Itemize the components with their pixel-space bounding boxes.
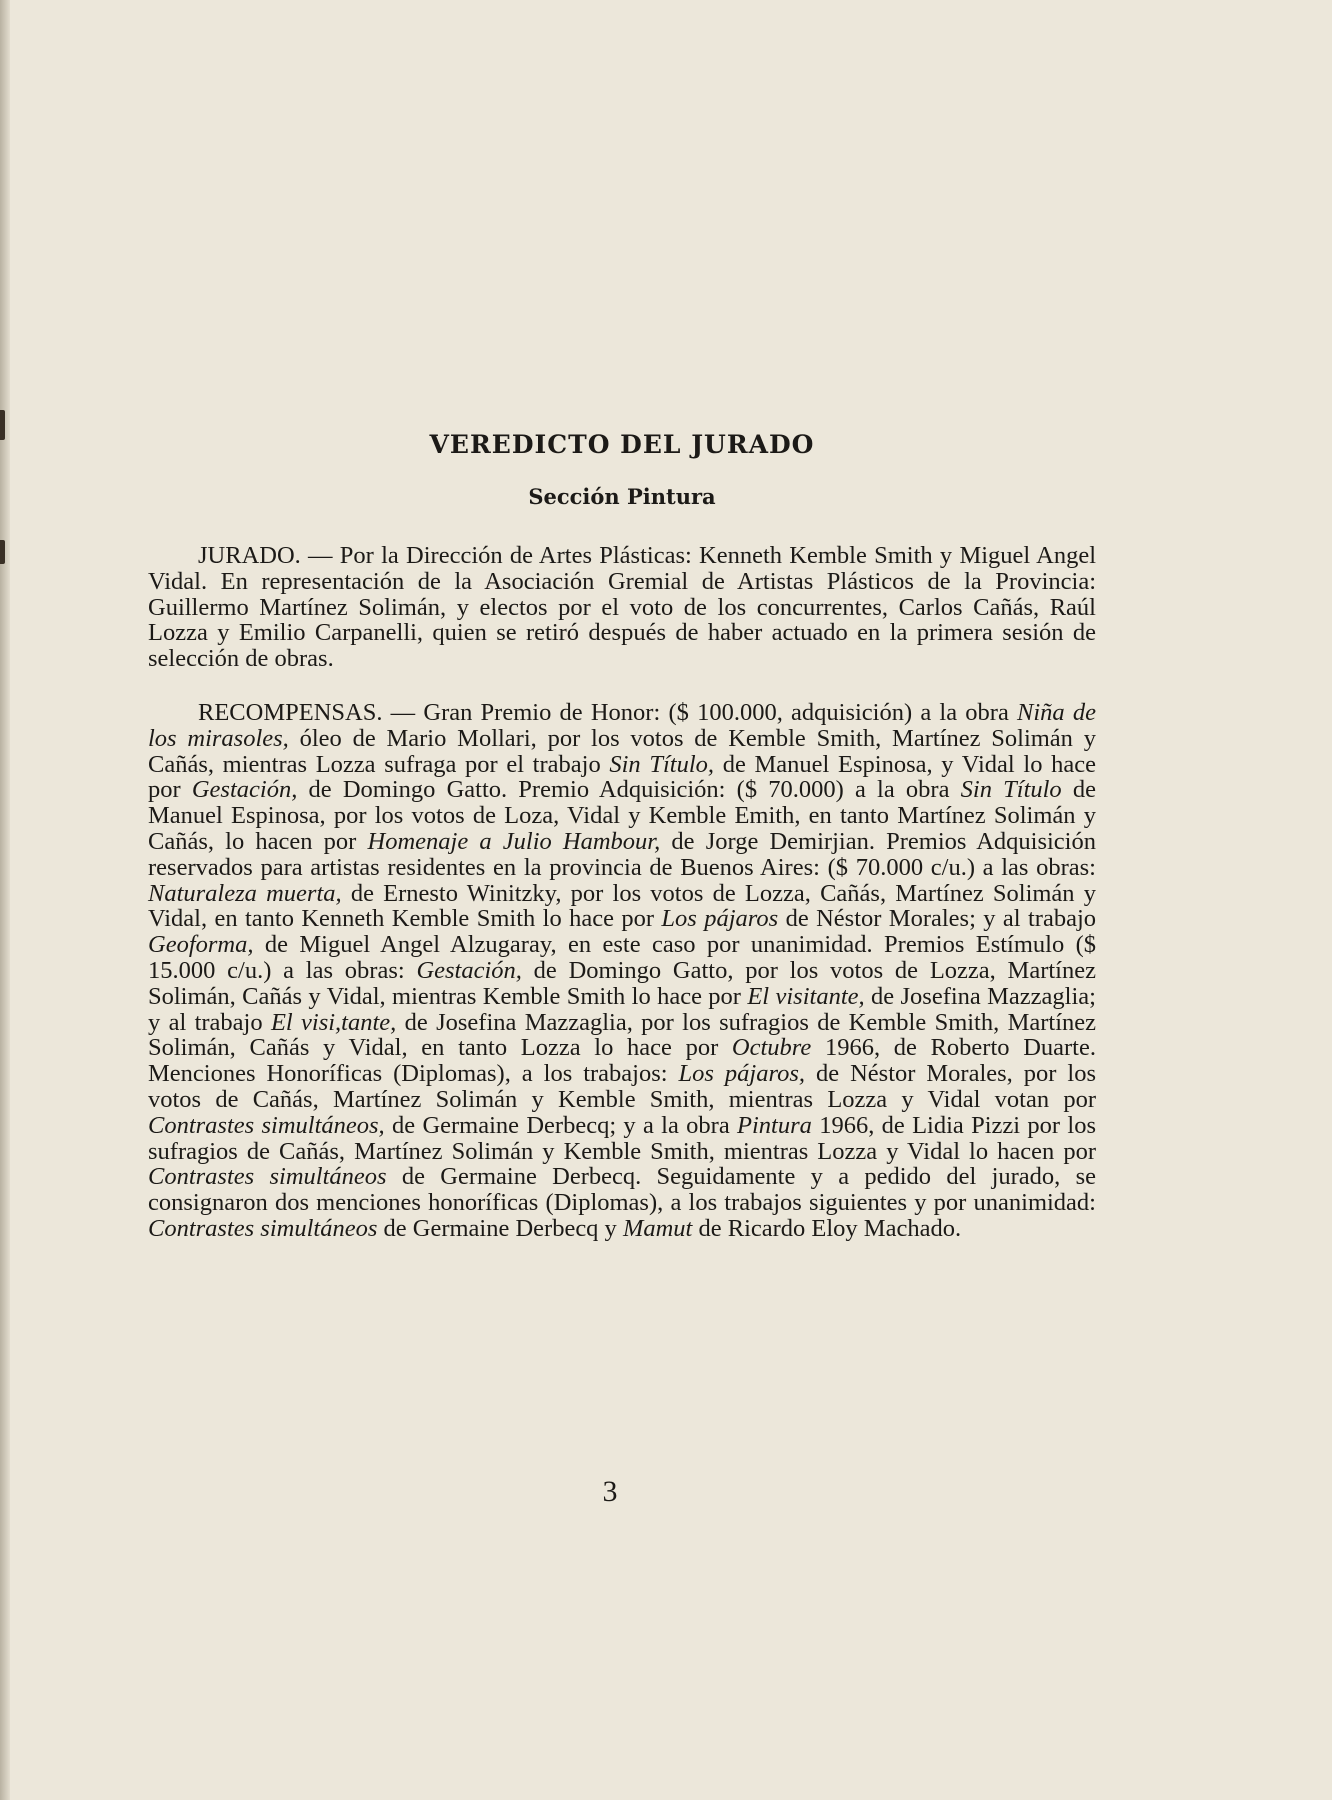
italic-title-text: Gestación,: [191, 776, 298, 804]
page-number: 3: [602, 1475, 618, 1508]
italic-title-text: Geoforma,: [148, 931, 254, 959]
text-run: de Manuel Espinosa, y Vidal lo hace por: [148, 750, 1096, 804]
text-run: de Domingo Gatto, por los votos de Lozza, Martínez Solimán, Cañás y Vidal, mientras Kemble Smith lo hace por: [148, 956, 1096, 1010]
text-run: de Manuel Espinosa, por los votos de Loza, Vidal y Kemble Emith, en tanto Martínez Solimán y Cañás, lo hacen por: [148, 776, 1096, 855]
document-page: [148, 430, 1096, 1270]
italic-title-text: Contrastes simultáneos,: [148, 1111, 385, 1139]
binding-mark: [0, 540, 5, 564]
paragraph-recompensas: [148, 700, 1096, 1242]
document-body: [148, 543, 1096, 1242]
text-run: de Néstor Morales; y al trabajo: [778, 905, 1097, 933]
italic-title-text: Niña de los mirasoles,: [148, 698, 1096, 752]
text-run: JURADO. — Por la Dirección de Artes Plásticas: Kenneth Kemble Smith y Miguel Angel Vidal. En representación de la Asociación Gremial de Artistas Plásticos de la Provincia: Guillermo Martínez Solimán, y electos por el voto de los concurrentes, Carlos Cañás, Raúl Lozza y Emilio Carpanelli, quien se retiró después de haber actuado en la primera sesión de selección de obras.: [148, 542, 1096, 673]
italic-title-text: El visitante,: [747, 982, 865, 1010]
text-run: de Germaine Derbecq; y a la obra: [384, 1111, 738, 1139]
italic-title-text: Los pájaros,: [678, 1060, 806, 1088]
binding-mark: [0, 410, 5, 440]
italic-title-text: Octubre: [731, 1034, 812, 1062]
italic-title-text: Homenaje a Julio Hambour,: [367, 827, 661, 855]
text-run: de Germaine Derbecq y: [377, 1214, 623, 1242]
italic-title-text: Naturaleza muerta,: [148, 879, 342, 907]
text-run: de Miguel Angel Alzugaray, en este caso por unanimidad. Premios Estímulo ($ 15.000 c/u.) a las obras:: [148, 931, 1096, 984]
text-run: de Germaine Derbecq. Seguidamente y a pedido del jurado, se consignaron dos menciones honoríficas (Diplomas), a los trabajos siguientes y por unanimidad:: [148, 1163, 1096, 1217]
text-run: de Domingo Gatto. Premio Adquisición: ($ 70.000) a la obra: [297, 776, 961, 804]
italic-title-text: Mamut: [622, 1214, 693, 1242]
text-run: de Néstor Morales, por los votos de Cañás, Martínez Solimán y Kemble Smith, mientras Lozza y Vidal votan por: [148, 1060, 1096, 1113]
italic-title-text: Contrastes simultáneos: [148, 1214, 378, 1242]
text-run: de Josefina Mazzaglia; y al trabajo: [148, 982, 1096, 1036]
italic-title-text: Sin Título: [960, 776, 1062, 804]
italic-title-text: El visi,tante,: [270, 1008, 397, 1036]
text-run: de Ricardo Eloy Machado.: [692, 1214, 962, 1242]
paragraph-jurado: [148, 543, 1096, 672]
italic-title-text: Contrastes simultáneos: [148, 1163, 387, 1191]
page-edge: [0, 0, 10, 1800]
italic-title-text: Los pájaros: [661, 905, 779, 933]
text-run: RECOMPENSAS. — Gran Premio de Honor: ($ 100.000, adquisición) a la obra: [198, 698, 1018, 726]
text-run: 1966, de Roberto Duarte. Menciones Honoríficas (Diplomas), a los trabajos:: [148, 1034, 1096, 1088]
italic-title-text: Sin Título,: [609, 750, 715, 778]
text-run: de Josefina Mazzaglia, por los sufragios de Kemble Smith, Martínez Solimán, Cañás y Vidal, en tanto Lozza lo hace por: [148, 1008, 1096, 1062]
text-run: de Ernesto Winitzky, por los votos de Lozza, Cañás, Martínez Solimán y Vidal, en tanto Kenneth Kemble Smith lo hace por: [148, 879, 1096, 933]
italic-title-text: Gestación,: [416, 956, 522, 984]
text-run: de Jorge Demirjian. Premios Adquisición reservados para artistas residentes en la provincia de Buenos Aires: ($ 70.000 c/u.) a las obras:: [148, 827, 1096, 881]
italic-title-text: Pintura: [737, 1111, 812, 1139]
text-run: óleo de Mario Mollari, por los votos de Kemble Smith, Martínez Solimán y Cañás, mientras Lozza sufraga por el trabajo: [148, 724, 1096, 778]
document-title: VEREDICTO DEL JURADO: [429, 430, 815, 459]
text-run: 1966, de Lidia Pizzi por los sufragios de Cañás, Martínez Solimán y Kemble Smith, mientras Lozza y Vidal lo hacen por: [148, 1111, 1096, 1165]
section-heading: Sección Pintura: [528, 484, 716, 509]
